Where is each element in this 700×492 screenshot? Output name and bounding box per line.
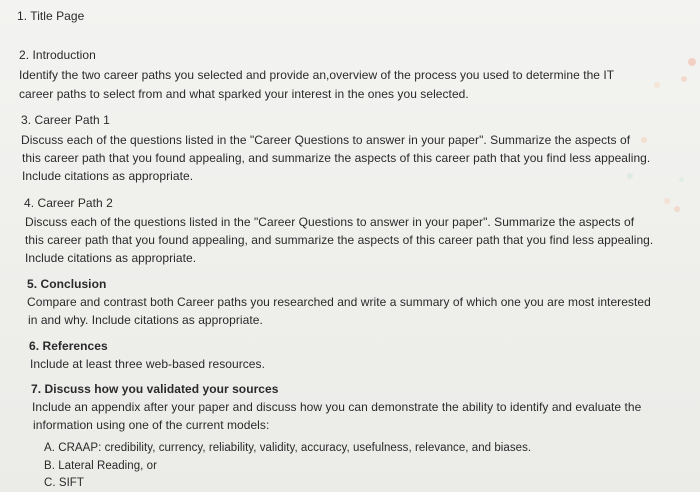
model-list-item-c: C. SIFT [44,477,84,489]
section-1-heading: 1. Title Page [17,9,85,23]
section-3-line-3: Include citations as appropriate. [22,169,194,183]
glare-speck [664,198,670,204]
glare-speck [679,177,684,182]
section-6-line-1: Include at least three web-based resources. [30,357,265,371]
section-2-line-2: career paths to select from and what sparked your interest in the ones you selected. [19,87,469,101]
section-4-line-3: Include citations as appropriate. [25,251,197,265]
section-3-line-2: this career path that you found appealing, and summarize the aspects of this career path that you find less appealing. [22,151,651,165]
section-2-line-1: Identify the two career paths you selected and provide an,overview of the process you used to determine the IT [19,68,615,82]
section-4-line-2: this career path that you found appealing, and summarize the aspects of this career path that you find less appealing. [25,233,654,247]
section-3-heading: 3. Career Path 1 [21,113,110,127]
section-4-line-1: Discuss each of the questions listed in the "Career Questions to answer in your paper". Summarize the aspects of [25,215,635,229]
section-7-line-2: information using one of the current models: [33,418,270,432]
glare-speck [654,82,660,88]
model-list-item-a: A. CRAAP: credibility, currency, reliability, validity, accuracy, usefulness, relevance, and biases. [44,442,532,454]
section-3-line-1: Discuss each of the questions listed in the "Career Questions to answer in your paper". Summarize the aspects of [21,133,631,147]
glare-speck [627,173,633,179]
section-2-heading: 2. Introduction [19,48,96,62]
model-list-item-b: B. Lateral Reading, or [44,460,157,472]
section-7-heading: 7. Discuss how you validated your sources [31,382,279,396]
glare-speck [688,58,696,66]
section-5-line-1: Compare and contrast both Career paths you researched and write a summary of which one you are most interested [27,295,651,309]
section-5-line-2: in and why. Include citations as appropriate. [28,313,263,327]
glare-speck [641,137,647,143]
section-7-line-1: Include an appendix after your paper and discuss how you can demonstrate the ability to identify and evaluate the [32,400,642,414]
section-5-heading: 5. Conclusion [27,277,107,291]
section-6-heading: 6. References [29,339,108,353]
glare-speck [681,76,687,82]
section-4-heading: 4. Career Path 2 [24,196,113,210]
glare-speck [674,206,680,212]
